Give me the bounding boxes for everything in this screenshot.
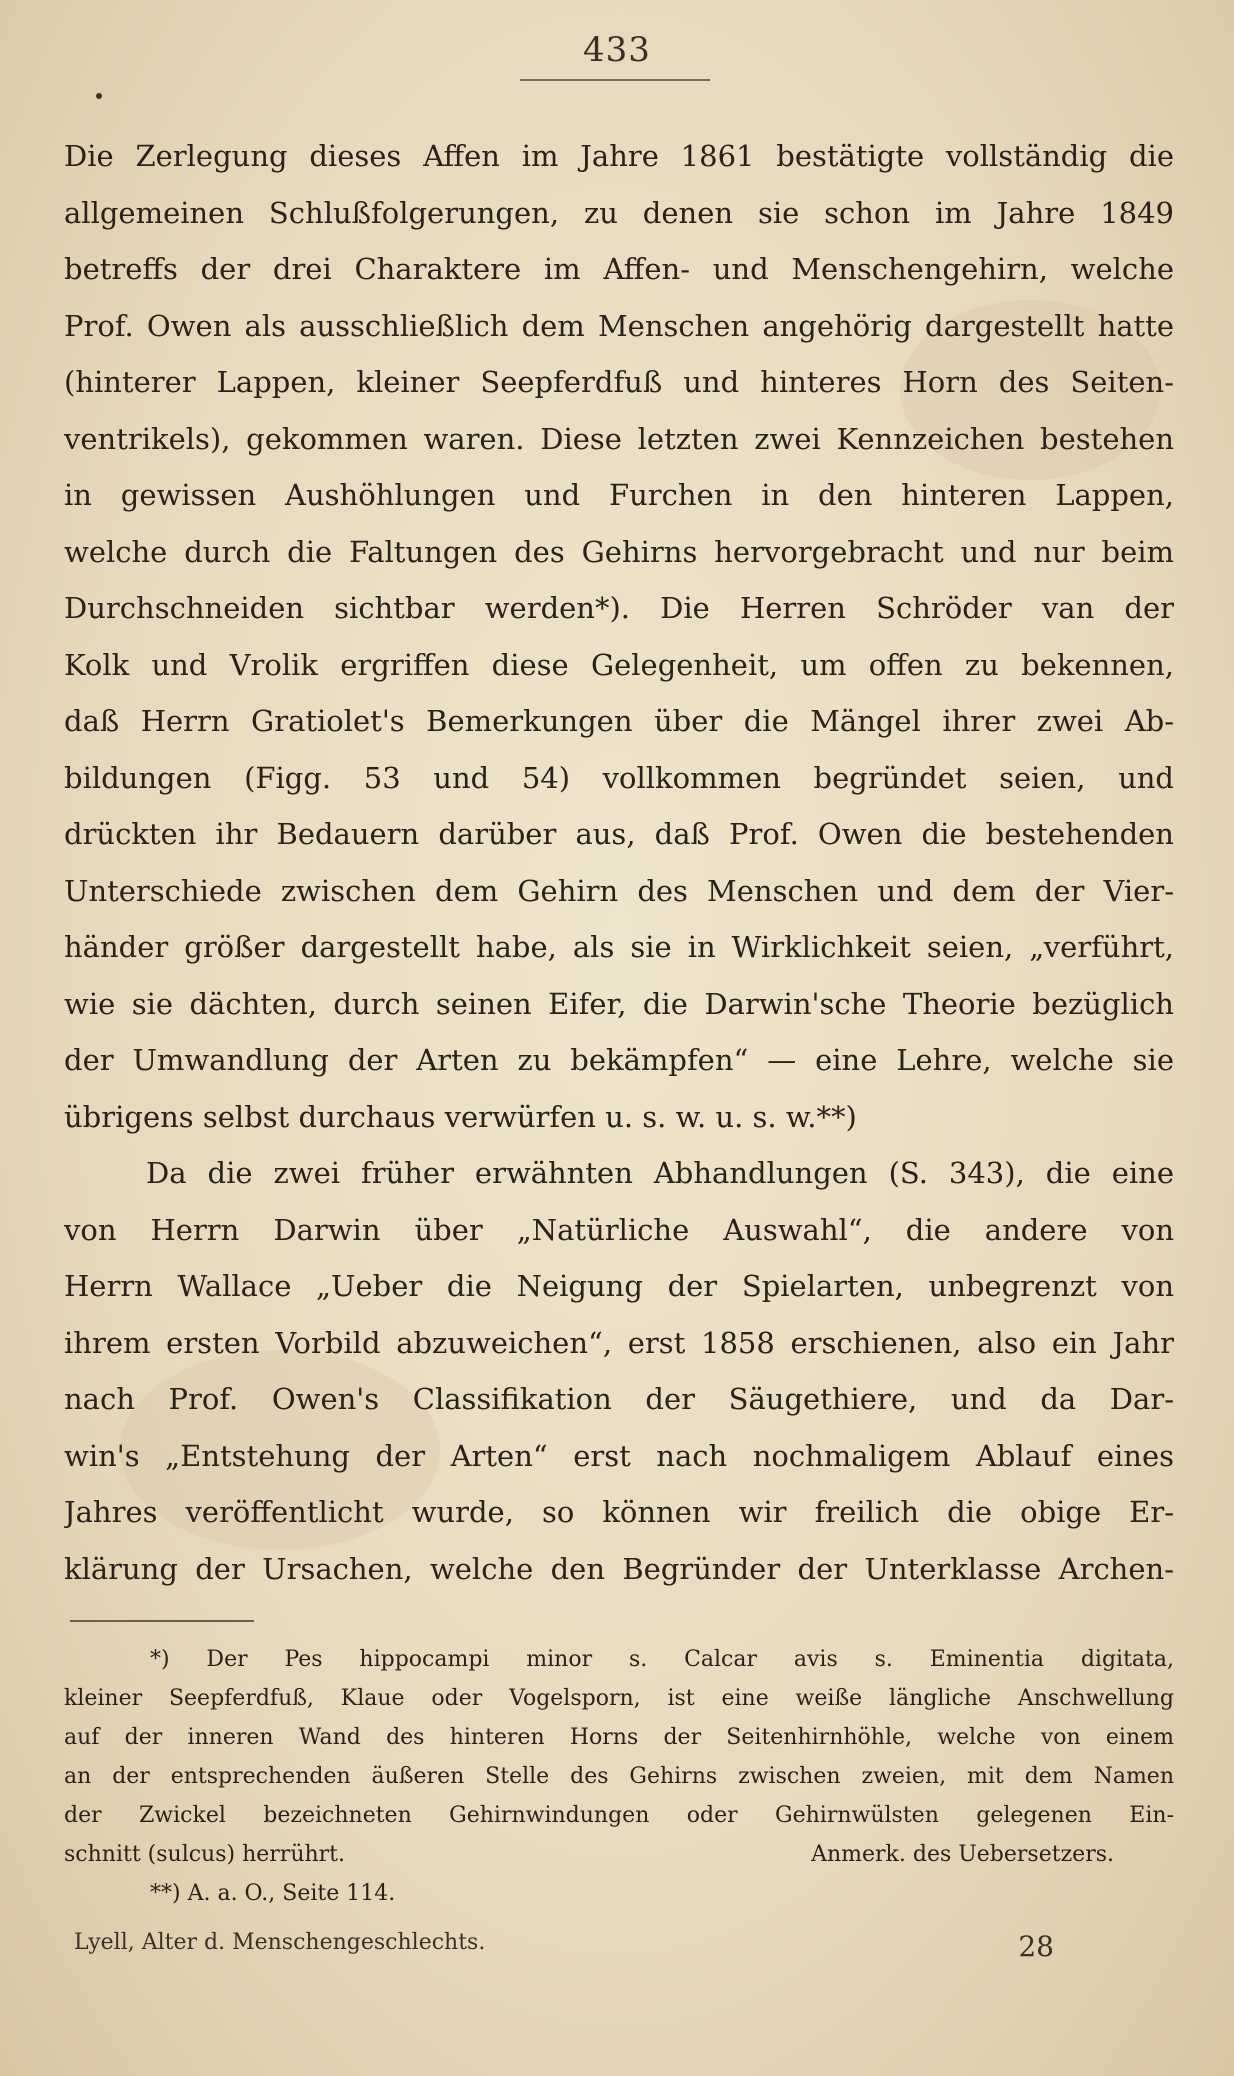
text-line: betreffs der drei Charaktere im Affen- und Menschengehirn, welche [64, 252, 1174, 286]
translator-note: Anmerk. des Uebersetzers. [811, 1842, 1114, 1867]
text-line: drückten ihr Bedauern darüber aus, daß Prof. Owen die bestehenden [64, 817, 1174, 851]
text-line: ventrikels), gekommen waren. Diese letzten zwei Kennzeichen bestehen [64, 421, 1174, 456]
footnote-line: auf der inneren Wand des hinteren Horns der Seitenhirnhöhle, welche von einem [64, 1725, 1174, 1750]
text-line: bildungen (Figg. 53 und 54) vollkommen begründet seien, und [64, 760, 1174, 795]
text-line: klärung der Ursachen, welche den Begründer der Unterklasse Archen- [64, 1551, 1174, 1586]
text-line: Kolk und Vrolik ergriffen diese Gelegenheit, um offen zu bekennen, [64, 647, 1174, 682]
text-line: der Umwandlung der Arten zu bekämpfen“ — eine Lehre, welche sie [64, 1043, 1174, 1077]
page-number-rule [520, 79, 710, 81]
text-line: Unterschiede zwischen dem Gehirn des Menschen und dem der Vier- [64, 873, 1174, 908]
text-line: in gewissen Aushöhlungen und Furchen in den hinteren Lappen, [64, 478, 1174, 512]
text-line: von Herrn Darwin über „Natürliche Auswahl“, die andere von [64, 1212, 1174, 1247]
footnote-line [64, 1835, 1174, 1874]
text-line: win's „Entstehung der Arten“ erst nach nochmaligem Ablauf eines [64, 1438, 1174, 1473]
footnote-text: schnitt (sulcus) herrührt. [64, 1842, 346, 1867]
text-line: nach Prof. Owen's Classifikation der Säugethiere, und da Dar- [64, 1382, 1174, 1416]
footnote-line: **) A. a. O., Seite 114. [150, 1881, 396, 1906]
footnotes [64, 1640, 1174, 1913]
paragraph-start-line: Da die zwei früher erwähnten Abhandlungen (S. 343), die eine [146, 1156, 1174, 1190]
text-line: Die Zerlegung dieses Affen im Jahre 1861 bestätigte vollständig die [64, 139, 1174, 173]
text-line: übrigens selbst durchaus verwürfen u. s. w. u. s. w.**) [64, 1099, 857, 1134]
footnote-line: der Zwickel bezeichneten Gehirnwindungen oder Gehirnwülsten gelegenen Ein- [64, 1803, 1174, 1828]
text-line: Jahres veröffentlicht wurde, so können wir freilich die obige Er- [64, 1495, 1174, 1529]
body-text [64, 128, 1174, 1597]
text-line: allgemeinen Schlußfolgerungen, zu denen sie schon im Jahre 1849 [64, 195, 1174, 230]
footnote-line: kleiner Seepferdfuß, Klaue oder Vogelsporn, ist eine weiße längliche Anschwellung [64, 1686, 1174, 1711]
text-line: Durchschneiden sichtbar werden*). Die Herren Schröder van der [64, 591, 1174, 625]
text-line: ihrem ersten Vorbild abzuweichen“, erst 1858 erschienen, also ein Jahr [64, 1325, 1174, 1360]
page-number: 433 [583, 30, 651, 70]
print-mark [96, 93, 102, 99]
footnote-separator [70, 1620, 254, 1622]
text-line: händer größer dargestellt habe, als sie in Wirklichkeit seien, „verführt, [64, 930, 1174, 964]
printer-signature: Lyell, Alter d. Menschengeschlechts. [74, 1930, 486, 1955]
signature-line [74, 1930, 1134, 1963]
text-line: welche durch die Faltungen des Gehirns hervorgebracht und nur beim [64, 534, 1174, 569]
text-line: Prof. Owen als ausschließlich dem Menschen angehörig dargestellt hatte [64, 308, 1174, 343]
footnote-line: *) Der Pes hippocampi minor s. Calcar avis s. Eminentia digitata, [150, 1647, 1174, 1672]
text-line: Herrn Wallace „Ueber die Neigung der Spielarten, unbegrenzt von [64, 1269, 1174, 1303]
text-line: (hinterer Lappen, kleiner Seepferdfuß und hinteres Horn des Seiten- [64, 365, 1174, 399]
text-line: wie sie dächten, durch seinen Eifer, die Darwin'sche Theorie bezüglich [64, 986, 1174, 1021]
text-line: daß Herrn Gratiolet's Bemerkungen über die Mängel ihrer zwei Ab- [64, 704, 1174, 738]
footnote-line: an der entsprechenden äußeren Stelle des Gehirns zwischen zweien, mit dem Namen [64, 1764, 1174, 1789]
sheet-number: 28 [1018, 1930, 1054, 1963]
